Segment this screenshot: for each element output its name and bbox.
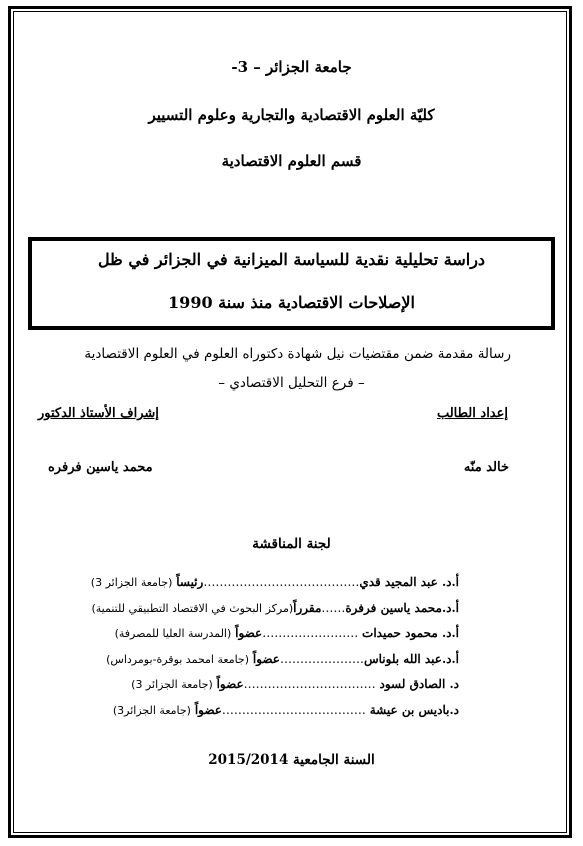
thesis-title-box	[28, 237, 555, 330]
member-name: أ.د. محمود حميدات	[362, 626, 459, 641]
member-institution: (جامعة امحمد بوقرة-بومرداس)	[106, 652, 250, 666]
supervisor-name: محمد ياسين فرفره	[48, 460, 153, 475]
member-name: أ.د. عبد المجيد قدي	[359, 575, 459, 589]
committee-member	[91, 572, 459, 598]
member-role: رئيساً	[176, 575, 204, 589]
university-name: جامعة الجزائر – 3-	[231, 58, 352, 76]
committee-member	[91, 700, 459, 726]
member-role: عضواً	[194, 702, 222, 717]
department-name: قسم العلوم الاقتصادية	[221, 152, 362, 170]
member-dots: ……………………	[262, 626, 359, 641]
member-institution: (جامعة الجزائر 3)	[131, 678, 213, 692]
member-institution: (المدرسة العليا للمصرفة)	[114, 627, 232, 641]
member-institution: (جامعة الجزائر3)	[112, 703, 191, 717]
member-institution: (جامعة الجزائر 3)	[90, 576, 173, 589]
member-name: د. الصادق لسود	[379, 677, 459, 692]
committee-member	[91, 649, 459, 675]
thesis-title-line-1: دراسة تحليلية نقدية للسياسة الميزانية في الجزائر في ظل	[97, 250, 486, 269]
member-role: عضواً	[252, 651, 280, 666]
member-role: عضواً	[216, 677, 244, 692]
member-name: أ.د.محمد ياسين فرفرة	[345, 600, 459, 615]
committee-list	[91, 572, 459, 726]
member-dots: …………………………………	[203, 575, 360, 589]
member-role: عضواً	[235, 626, 263, 641]
member-role: مقرراً	[293, 600, 322, 615]
student-name: خالد منّه	[463, 460, 509, 475]
thesis-branch: – فرع التحليل الاقتصادي –	[218, 375, 365, 391]
member-name: د.باديس بن عيشة	[369, 702, 459, 717]
thesis-description: رسالة مقدمة ضمن مقتضيات نيل شهادة دكتوراه العلوم في العلوم الاقتصادية	[84, 346, 511, 362]
member-dots: ………………………………	[221, 702, 366, 717]
member-name: أ.د.عبد الله بلوناس	[363, 651, 459, 666]
member-institution: (مركز البحوث في الاقتصاد التطبيقي للتنمية)	[91, 601, 294, 615]
thesis-title-line-2: الإصلاحات الاقتصادية منذ سنة 1990	[168, 293, 415, 312]
committee-member	[91, 674, 459, 700]
member-dots: ……	[321, 600, 346, 615]
committee-member	[91, 598, 459, 624]
member-dots: …………………	[279, 651, 364, 666]
committee-title: لجنة المناقشة	[252, 536, 331, 552]
academic-year: السنة الجامعية 2015/2014	[208, 752, 375, 768]
member-dots: ……………………………	[243, 677, 376, 692]
committee-member	[91, 623, 459, 649]
student-label: إعداد الطالب	[436, 406, 508, 421]
faculty-name: كليّة العلوم الاقتصادية والتجارية وعلوم التسيير	[148, 106, 435, 124]
supervisor-label: إشراف الأستاذ الدكتور	[38, 406, 159, 421]
